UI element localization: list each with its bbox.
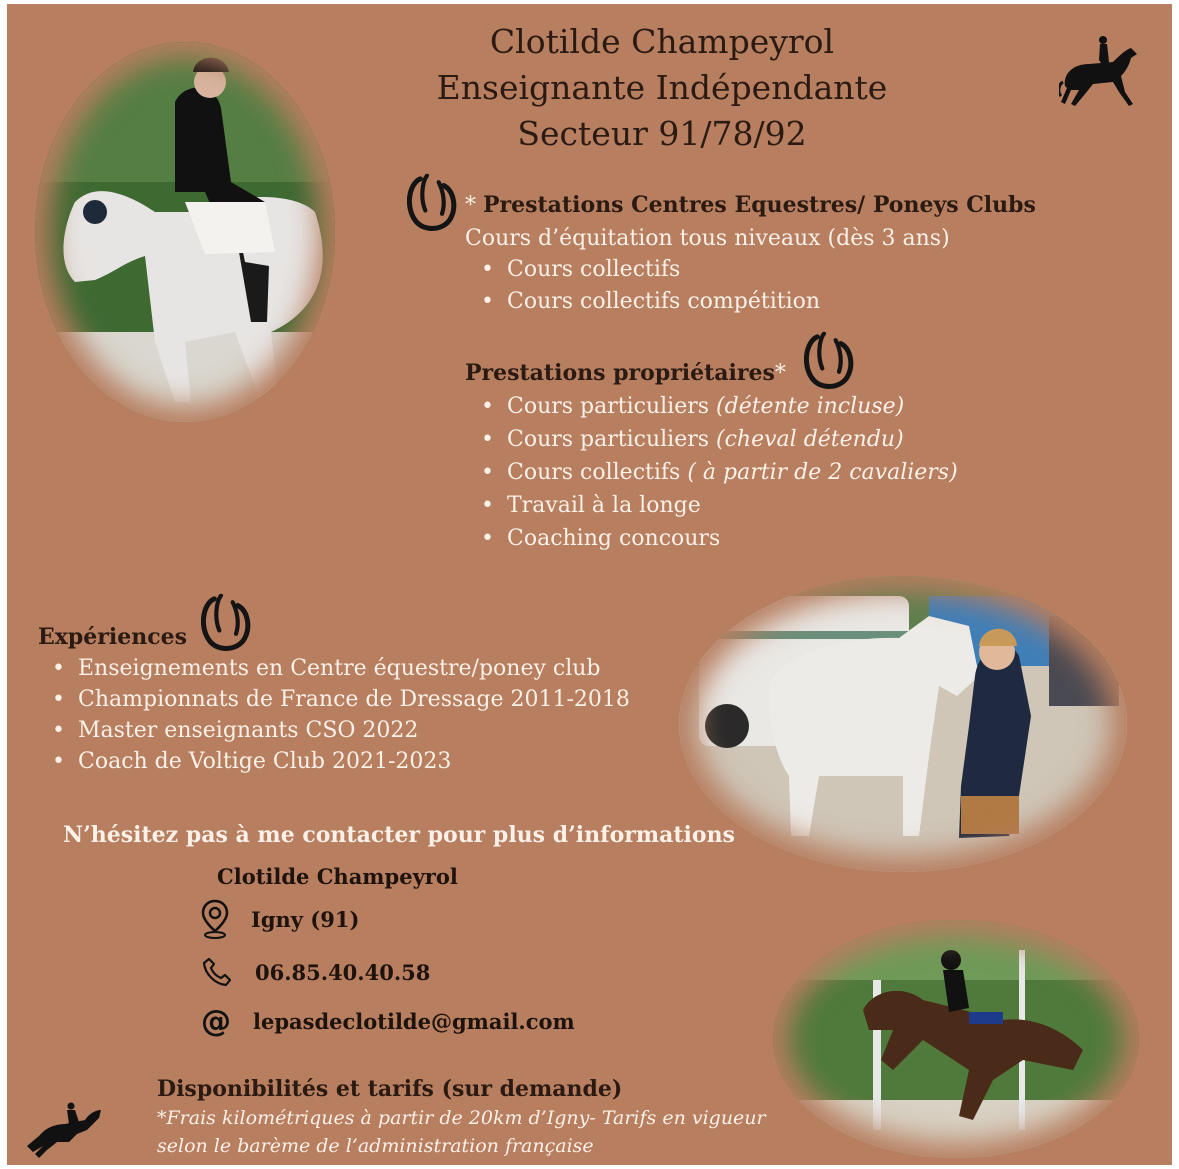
horse-and-trailer-photo bbox=[679, 576, 1127, 872]
horse-rider-icon bbox=[1059, 34, 1141, 110]
experiences-list bbox=[52, 656, 630, 780]
centres-heading-text: Prestations Centres Equestres/ Poneys Clubs bbox=[483, 192, 1036, 218]
footer-note-line-2: selon le barème de l’administration française bbox=[157, 1135, 594, 1157]
list-item: • Championnats de France de Dressage 2011-2018 bbox=[52, 687, 630, 718]
list-item-note: (détente incluse) bbox=[716, 394, 905, 419]
show-jumping-photo-art bbox=[773, 920, 1139, 1158]
proprietaires-heading bbox=[465, 360, 786, 386]
list-item: • Master enseignants CSO 2022 bbox=[52, 718, 630, 749]
list-item-note: ( à partir de 2 cavaliers) bbox=[687, 460, 958, 485]
location-pin-icon bbox=[201, 899, 229, 939]
list-item bbox=[481, 493, 958, 526]
centres-heading bbox=[465, 192, 1036, 218]
proprietaires-heading-text: Prestations propriétaires bbox=[465, 360, 775, 386]
phone-icon bbox=[201, 956, 233, 988]
list-item-note: (cheval détendu) bbox=[716, 427, 904, 452]
centres-subtitle: Cours d’équitation tous niveaux (dès 3 ans) bbox=[465, 226, 950, 251]
list-item bbox=[481, 427, 958, 460]
contact-email-row bbox=[201, 1004, 575, 1039]
contact-email[interactable]: lepasdeclotilde@gmail.com bbox=[253, 1009, 575, 1034]
show-jumping-icon bbox=[25, 1102, 103, 1158]
page-title: Clotilde Champeyrol bbox=[489, 22, 835, 61]
contact-phone[interactable]: 06.85.40.40.58 bbox=[255, 959, 431, 985]
footer-heading: Disponibilités et tarifs (sur demande) bbox=[157, 1076, 623, 1102]
show-jumping-photo bbox=[773, 920, 1139, 1158]
horseshoe-icon bbox=[407, 172, 457, 234]
proprietaires-star: * bbox=[774, 361, 786, 386]
flyer bbox=[7, 4, 1172, 1165]
proprietaires-list bbox=[481, 394, 958, 559]
list-item: • Cours collectifs compétition bbox=[481, 289, 820, 321]
page-subtitle: Enseignante Indépendante bbox=[436, 68, 888, 107]
centres-star: * bbox=[465, 193, 483, 218]
dressage-photo bbox=[35, 42, 335, 422]
list-item-main: Coaching concours bbox=[507, 526, 721, 551]
list-item: • Coach de Voltige Club 2021-2023 bbox=[52, 749, 630, 780]
dressage-photo-art bbox=[35, 42, 335, 422]
list-item-main: Travail à la longe bbox=[507, 493, 701, 518]
horseshoe-icon bbox=[201, 592, 251, 654]
list-item: • Cours collectifs bbox=[481, 257, 820, 289]
contact-name: Clotilde Champeyrol bbox=[217, 864, 458, 889]
horse-and-trailer-photo-art bbox=[679, 576, 1127, 872]
list-item-main: Cours particuliers bbox=[507, 394, 717, 419]
list-item bbox=[481, 526, 958, 559]
contact-cta: N’hésitez pas à me contacter pour plus d’informations bbox=[63, 822, 735, 848]
list-item bbox=[481, 460, 958, 493]
at-sign-icon: @ bbox=[201, 1004, 231, 1039]
contact-location: Igny (91) bbox=[251, 906, 360, 932]
sector-label: Secteur 91/78/92 bbox=[517, 114, 807, 153]
experiences-heading: Expériences bbox=[38, 624, 187, 650]
contact-phone-row bbox=[201, 956, 430, 988]
contact-location-row bbox=[201, 899, 359, 939]
list-item: • Enseignements en Centre équestre/poney club bbox=[52, 656, 630, 687]
list-item-main: Cours collectifs bbox=[507, 460, 688, 485]
horseshoe-icon bbox=[804, 330, 854, 392]
footer-note-line-1: *Frais kilométriques à partir de 20km d’Igny- Tarifs en vigueur bbox=[157, 1107, 766, 1129]
centres-list bbox=[481, 257, 820, 321]
list-item-main: Cours particuliers bbox=[507, 427, 717, 452]
list-item bbox=[481, 394, 958, 427]
